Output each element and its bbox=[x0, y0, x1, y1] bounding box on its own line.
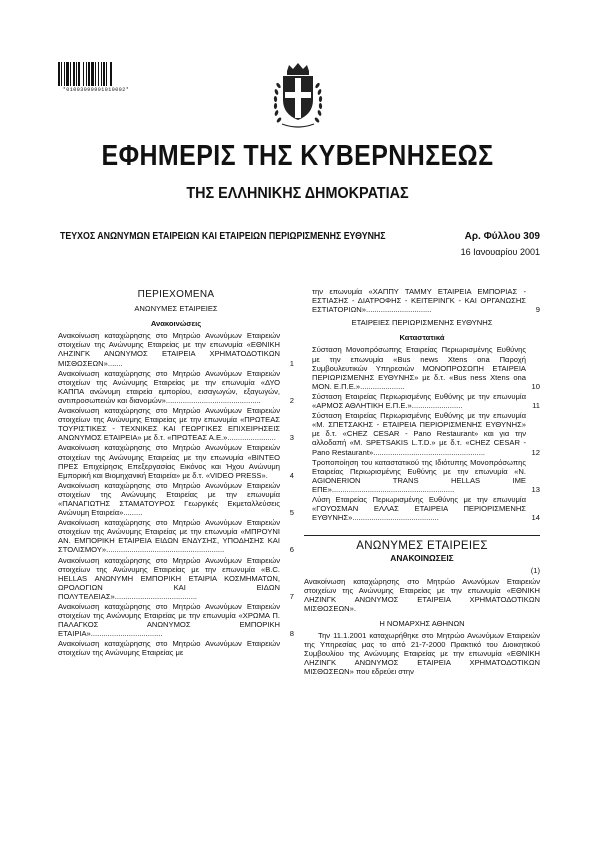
entry-text: Ανακοίνωση καταχώρησης στο Μητρώο Ανωνύμων Εταιρειών στοιχείων της Ανώνυμης Εταιρείας με την επωνυμία «ΜΠΡΟΥΝΙ ΑΝ. ΕΜΠΟΡΙΚΗ ΕΤΑΙΡΕΙΑ ΕΙΔΩΝ ΕΝΔΥΣΗΣ, ΥΠΟΔΗΣΗΣ ΚΑΙ ΣΤΟΛΙΣΜΟΥ»........................................................ bbox=[58, 518, 280, 555]
issue-series: ΤΕΥΧΟΣ ΑΝΩΝΥΜΩΝ ΕΤΑΙΡΕΙΩΝ ΚΑΙ ΕΤΑΙΡΕΙΩΝ ΠΕΡΙΩΡΙΣΜΕΝΗΣ ΕΥΘΥΝΗΣ bbox=[60, 231, 386, 242]
entry-text: Ανακοίνωση καταχώρησης στο Μητρώο Ανωνύμων Εταιρειών στοιχείων της Ανώνυμης Εταιρείας με την επωνυμία «ΠΡΩΤΕΑΣ ΤΟΥΡΙΣΤΙΚΕΣ - ΤΕΧΝΙΚΕΣ ΚΑΙ ΓΕΩΡΓΙΚΕΣ ΕΠΙΧΕΙΡΗΣΕΙΣ ΑΝΩΝΥΜΟΣ ΕΤΑΙΡΕΙΑ» με δ.τ. «ΠΡΩΤΕΑΣ Α.Ε.»....................... bbox=[58, 406, 280, 443]
entry-text: Τροποποίηση του καταστατικού της Ιδιότυπης Μονοπρόσωπης Εταιρείας Περιωρισμένης Ευθύνης με την επωνυμία «N. AGIONERION TRANS HELLAS ΙΜΕ ΕΠΕ».......................................................... bbox=[312, 457, 526, 494]
contents-column-left bbox=[58, 290, 294, 659]
notice-title: Ανακοίνωση καταχώρησης στο Μητρώο Ανωνύμων Εταιρειών στοιχείων της Ανώνυμης Εταιρείας με την επωνυμία «ΕΘΝΙΚΗ ΛΗΖΙΝΓΚ ΑΝΩΝΥΜΟΣ ΕΤΑΙΡΕΙΑ ΧΡΗΜΑΤΟΔΟΤΙΚΩΝ ΜΙΣΘΩΣΕΩΝ». bbox=[304, 576, 540, 613]
contents-entry[interactable] bbox=[304, 392, 540, 410]
barcode-bars bbox=[58, 62, 130, 86]
contents-entry[interactable] bbox=[58, 369, 294, 405]
entry-text: Ανακοίνωση καταχώρησης στο Μητρώο Ανωνύμων Εταιρειών στοιχείων της Ανώνυμης Εταιρείας με την επωνυμία «B.C. HELLAS ΑΝΩΝΥΜΗ ΕΜΠΟΡΙΚΗ ΕΤΑΙΡΙΑ ΚΟΣΜΗΜΑΤΩΝ, ΩΡΟΛΟΓΙΩΝ ΚΑΙ ΕΙΔΩΝ ΠΟΛΥΤΕΛΕΙΑΣ»....................................... bbox=[58, 555, 280, 601]
contents-title: ΠΕΡΙΕΧΟΜΕΝΑ bbox=[137, 289, 215, 300]
contents-entry[interactable] bbox=[58, 556, 294, 601]
contents-entry[interactable] bbox=[304, 287, 540, 314]
entry-page: 3 bbox=[289, 433, 294, 443]
entry-text: την επωνυμία «ΧΑΠΠΥ ΤΑΜΜΥ ΕΤΑΙΡΕΙΑ ΕΜΠΟΡΙΑΣ - ΕΣΤΙΑΣΗΣ - ΔΙΑΤΡΟΦΗΣ - ΚΕΙΤΕΡΙΝΓΚ - ΚΑΙ ΟΡΓΑΝΩΣΗΣ ΕΣΤΙΑΤΟΡΙΩΝ»............................... bbox=[312, 287, 526, 315]
entry-page: 11 bbox=[532, 401, 540, 411]
notices-subheading: Ανακοινώσεις bbox=[150, 319, 202, 329]
entry-text: Ανακοίνωση καταχώρησης στο Μητρώο Ανωνύμων Εταιρειών στοιχείων της Ανώνυμης Εταιρείας με την επωνυμία «ΔΥΟ ΚΑΠΠΑ ανώνυμη εταιρεία εμπορίου, εισαγωγών, εξαγωγών, αντιπροσωπειών και διανομών»............................................. bbox=[58, 368, 280, 405]
gazette-subtitle: ΤΗΣ ΕΛΛΗΝΙΚΗΣ ΔΗΜΟΚΡΑΤΙΑΣ bbox=[186, 185, 409, 202]
entry-page: 12 bbox=[531, 447, 540, 457]
entry-text: Ανακοίνωση καταχώρησης στο Μητρώο Ανωνύμων Εταιρειών στοιχείων της Ανώνυμης Εταιρείας με bbox=[58, 639, 280, 658]
gazette-title: ΕΦΗΜΕΡΙΣ ΤΗΣ ΚΥΒΕΡΝΗΣΕΩΣ bbox=[101, 140, 494, 172]
body-heading: ΑΝΩΝΥΜΕΣ ΕΤΑΙΡΕΙΕΣ bbox=[356, 540, 488, 553]
contents-list-right bbox=[304, 345, 540, 522]
entry-text: Σύσταση Εταιρείας Περιωρισμένης Ευθύνης με την επωνυμία «ΑΡΜΟΣ ΑΘΛΗΤΙΚΗ Ε.Π.Ε.»........................ bbox=[312, 391, 526, 411]
coat-of-arms-emblem bbox=[272, 62, 324, 130]
entry-page: 4 bbox=[289, 470, 294, 480]
section-sa-heading: ΑΝΩΝΥΜΕΣ ΕΤΑΙΡΕΙΕΣ bbox=[134, 304, 218, 314]
entry-text: Ανακοίνωση καταχώρησης στο Μητρώο Ανωνύμων Εταιρειών στοιχείων της Ανώνυμης Εταιρείας με την επωνυμία «ΒΙΝΤΕΟ ΠΡΕΣ Επιχείρησις Επεξεργασίας Εικόνος και Ήχου Ανώνυμη Εμπορική και Βιομηχανική Εταιρεία» με δ.τ. «VIDEO PRESS». bbox=[58, 443, 280, 480]
contents-entry[interactable] bbox=[58, 331, 294, 367]
entry-text: Σύσταση Μονοπρόσωπης Εταιρείας Περιωρισμένης Ευθύνης με την επωνυμία «Bus news Xtens ona Παροχή Συμβουλευτικών Υπηρεσιών ΜΟΝΟΠΡΟΣΩΠΗ ΕΤΑΙΡΕΙΑ ΠΕΡΙΩΡΙΣΜΕΝΗΣ ΕΥΘΥΝΗΣ» με δ.τ. «Bus ness Xtens ona ΜΟΝ. Ε.Π.Ε.»..................... bbox=[312, 345, 526, 391]
contents-entry[interactable] bbox=[304, 458, 540, 494]
entry-page: 1 bbox=[289, 358, 294, 368]
body-subheading: ΑΝΑΚΟΙΝΩΣΕΙΣ bbox=[390, 553, 454, 564]
contents-entry[interactable] bbox=[58, 443, 294, 479]
entry-page: 7 bbox=[289, 591, 294, 601]
entry-page: 14 bbox=[531, 513, 540, 523]
statutes-subheading: Καταστατικά bbox=[399, 333, 445, 343]
entry-page: 13 bbox=[531, 484, 540, 494]
prefecture-heading: Η ΝΟΜΑΡΧΗΣ ΑΘΗΝΩΝ bbox=[379, 618, 465, 628]
barcode-number: *01003090901010002* bbox=[62, 87, 130, 93]
section-divider bbox=[304, 535, 540, 536]
section-ltd-heading: ΕΤΑΙΡΕΙΕΣ ΠΕΡΙΩΡΙΣΜΕΝΗΣ ΕΥΘΥΝΗΣ bbox=[351, 318, 493, 328]
entry-page: 6 bbox=[289, 545, 294, 555]
issue-date: 16 Ιανουαρίου 2001 bbox=[460, 247, 540, 257]
notice-paragraph: Την 11.1.2001 καταχωρήθηκε στο Μητρώο Ανωνύμων Εταιρειών της Υπηρεσίας μας το από 21-7-2000 Πρακτικό του Διοικητικού Συμβουλίου της Ανώνυμης Εταιρείας με την επωνυμία «ΕΘΝΙΚΗ ΛΗΖΙΝΓΚ ΑΝΩΝΥΜΟΣ ΕΤΑΙΡΕΙΑ ΧΡΗΜΑΤΟΔΟΤΙΚΩΝ ΜΙΣΘΩΣΕΩΝ» που εδρεύει στην bbox=[304, 631, 540, 677]
contents-entry[interactable] bbox=[304, 345, 540, 390]
entry-text: Σύσταση Εταιρείας Περιωρισμένης Ευθύνης με την επωνυμία «Μ. ΣΠΕΤΣΑΚΗΣ - ΕΤΑΙΡΕΙΑ ΠΕΡΙΟΡΙΣΜΕΝΗΣ ΕΥΘΥΝΗΣ» με δ.τ. «CHEZ CESAR - Pano Restaurant» και για την αλλοδαπή «M. SPETSAKIS L.T.D.» με δ.τ. «CHEZ CESAR - Pano Restaurant»..................................................... bbox=[312, 411, 526, 457]
contents-entry[interactable] bbox=[304, 411, 540, 456]
entry-page: 2 bbox=[289, 395, 294, 405]
sheet-number: Αρ. Φύλλου 309 bbox=[464, 231, 540, 242]
contents-entry[interactable] bbox=[58, 406, 294, 442]
barcode bbox=[58, 62, 130, 86]
contents-entry[interactable] bbox=[58, 602, 294, 638]
contents-entry[interactable] bbox=[304, 495, 540, 522]
entry-page: 8 bbox=[289, 629, 294, 639]
entry-text: Ανακοίνωση καταχώρησης στο Μητρώο Ανωνύμων Εταιρειών στοιχείων της Ανώνυμης Εταιρείας με την επωνυμία «ΠΑΝΑΓΙΩΤΗΣ ΣΤΑΜΑΤΟΥΡΟΣ Γεωργικές Εκμεταλλεύσεις Ανώνυμη Εταιρεία»......... bbox=[58, 480, 280, 518]
entry-page: 10 bbox=[531, 381, 540, 391]
notice-number: (1) bbox=[530, 566, 540, 576]
contents-list-left bbox=[58, 331, 294, 657]
entry-text: Ανακοίνωση καταχώρησης στο Μητρώο Ανωνύμων Εταιρειών στοιχείων της Ανώνυμης Εταιρείας με την επωνυμία «ΧΡΩΜΑ Π. ΠΑΛΑΓΚΟΣ ΑΝΩΝΥΜΟΣ ΕΜΠΟΡΙΚΗ ΕΤΑΙΡΙΑ».................................. bbox=[58, 602, 280, 639]
contents-entry[interactable] bbox=[58, 639, 294, 657]
contents-entry[interactable] bbox=[58, 518, 294, 554]
entry-text: Ανακοίνωση καταχώρησης στο Μητρώο Ανωνύμων Εταιρειών στοιχείων της Ανώνυμης Εταιρείας με την επωνυμία «ΕΘΝΙΚΗ ΛΗΖΙΝΓΚ ΑΝΩΝΥΜΟΣ ΕΤΑΙΡΕΙΑ ΧΡΗΜΑΤΟΔΟΤΙΚΩΝ ΜΙΣΘΩΣΕΩΝ»....... bbox=[58, 331, 280, 368]
entry-page: 5 bbox=[289, 508, 294, 518]
entry-page: 9 bbox=[535, 305, 540, 315]
entry-text: Λύση Εταιρείας Περιωρισμένης Ευθύνης με την επωνυμία «ΓΟΥΟΣΜΑΝ ΕΛΛΑΣ ΕΤΑΙΡΕΙΑ ΠΕΡΙΟΡΙΣΜΕΝΗΣ ΕΥΘΥΝΗΣ»......................................... bbox=[312, 494, 526, 523]
contents-entry[interactable] bbox=[58, 481, 294, 517]
contents-column-right bbox=[304, 287, 540, 676]
